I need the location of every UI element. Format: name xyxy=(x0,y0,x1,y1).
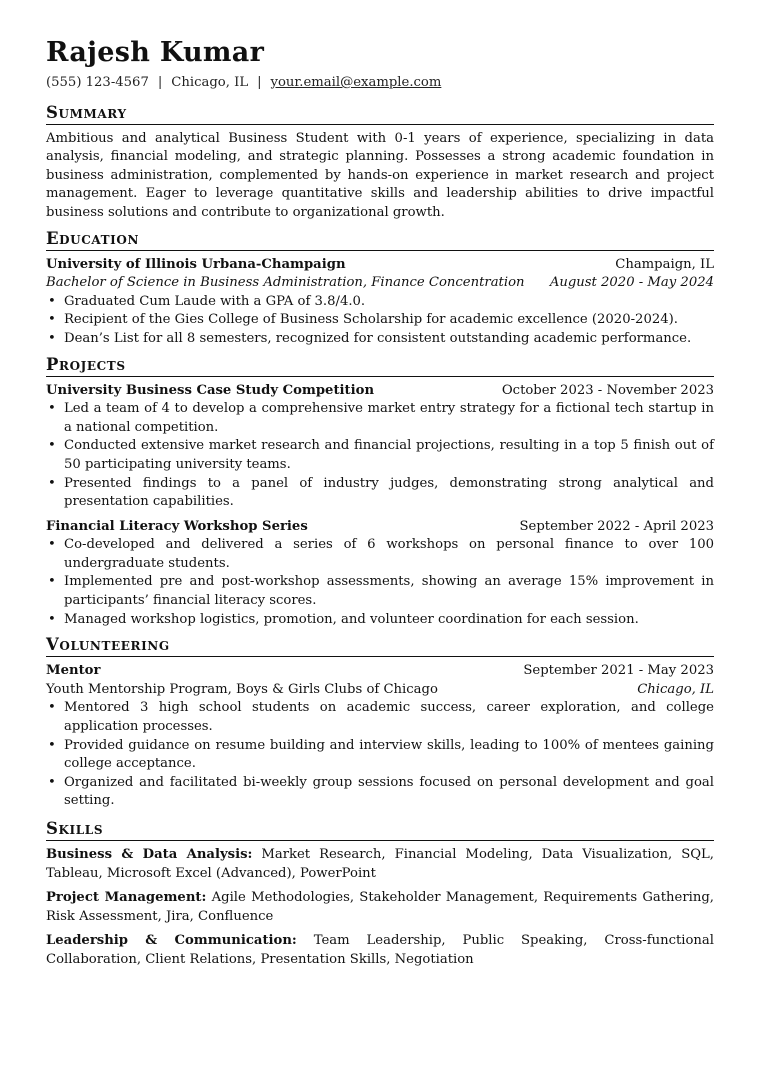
volunteer-bullets xyxy=(46,699,714,811)
summary-text: Ambitious and analytical Business Student with 0-1 years of experience, specializing in data analysis, financial modeling, and strategic planning. Possesses a strong academic foundation in business administration, complemented by hands-on experience in market research and project management. Eager to leverage quantitative skills and leadership abilities to drive impactful business solutions and contribute to organizational growth. xyxy=(46,130,714,220)
skills-section xyxy=(46,819,714,970)
volunteer-location: Chicago, IL xyxy=(637,681,714,697)
skill-value: Market Research, Financial Modeling, Data Visualization, SQL, Tableau, Microsoft Excel (Advanced), PowerPoint xyxy=(46,847,714,881)
list-item: • Provided guidance on resume building and interview skills, leading to 100% of mentees gaining college acceptance. xyxy=(64,737,714,774)
summary-section xyxy=(46,103,714,223)
section-title: Projects xyxy=(46,355,714,377)
project-bullets xyxy=(46,400,714,512)
section-title: Volunteering xyxy=(46,635,714,657)
project-header xyxy=(46,518,714,537)
list-item: • Managed workshop logistics, promotion, and volunteer coordination for each session. xyxy=(64,611,714,630)
separator: | xyxy=(157,75,163,90)
volunteer-dates: September 2021 - May 2023 xyxy=(523,663,714,679)
project-entry xyxy=(46,518,714,630)
section-title: Skills xyxy=(46,819,714,841)
location: Chicago, IL xyxy=(171,75,249,90)
separator: | xyxy=(257,75,262,90)
project-dates: October 2023 - November 2023 xyxy=(501,382,714,398)
degree: Bachelor of Science in Business Administration, Finance Concentration xyxy=(46,275,525,291)
skill-label: Business & Data Analysis: xyxy=(46,847,253,862)
section-title: Summary xyxy=(46,103,714,125)
skill-line xyxy=(46,846,714,883)
education-header xyxy=(46,256,714,275)
project-entry xyxy=(46,382,714,512)
volunteer-role: Mentor xyxy=(46,663,101,679)
contact-line xyxy=(46,74,714,93)
list-item: • Led a team of 4 to develop a comprehensive market entry strategy for a fictional tech startup in a national competition. xyxy=(64,400,714,437)
email-link[interactable]: your.email@example.com xyxy=(270,75,442,90)
volunteer-org-row xyxy=(46,681,714,700)
volunteering-section xyxy=(46,635,714,811)
school-location: Champaign, IL xyxy=(615,256,714,272)
education-bullets xyxy=(46,293,714,349)
project-name: University Business Case Study Competition xyxy=(46,382,375,398)
skill-value: Agile Methodologies, Stakeholder Management, Requirements Gathering, Risk Assessment, Jira, Confluence xyxy=(46,890,715,924)
list-item: • Organized and facilitated bi-weekly group sessions focused on personal development and goal setting. xyxy=(64,774,714,811)
list-item: • Dean’s List for all 8 semesters, recognized for consistent outstanding academic performance. xyxy=(64,330,714,349)
degree-row xyxy=(46,274,714,293)
list-item: • Recipient of the Gies College of Business Scholarship for academic excellence (2020-2024). xyxy=(64,311,714,330)
list-item: • Presented findings to a panel of industry judges, demonstrating strong analytical and presentation capabilities. xyxy=(64,475,714,512)
list-item: • Conducted extensive market research and financial projections, resulting in a top 5 finish out of 50 participating university teams. xyxy=(64,437,714,474)
skill-label: Leadership & Communication: xyxy=(46,933,297,949)
skill-line xyxy=(46,889,714,926)
skill-value: Team Leadership, Public Speaking, Cross-functional Collaboration, Client Relations, Presentation Skills, Negotiation xyxy=(46,933,714,967)
project-name: Financial Literacy Workshop Series xyxy=(46,518,308,534)
projects-section xyxy=(46,355,714,630)
list-item: • Graduated Cum Laude with a GPA of 3.8/4.0. xyxy=(64,293,714,312)
list-item: • Co-developed and delivered a series of 6 workshops on personal finance to over 100 undergraduate students. xyxy=(64,536,714,573)
project-dates: September 2022 - April 2023 xyxy=(519,518,714,534)
project-bullets xyxy=(46,536,714,629)
volunteer-org: Youth Mentorship Program, Boys & Girls Clubs of Chicago xyxy=(46,681,438,697)
skill-label: Project Management: xyxy=(46,890,207,906)
list-item: • Implemented pre and post-workshop assessments, showing an average 15% improvement in participants’ financial literacy scores. xyxy=(64,573,714,610)
phone: (555) 123-4567 xyxy=(46,75,149,90)
list-item: • Mentored 3 high school students on academic success, career exploration, and college application processes. xyxy=(64,699,714,736)
education-dates: August 2020 - May 2024 xyxy=(549,275,714,291)
skill-line xyxy=(46,932,714,969)
candidate-name: Rajesh Kumar xyxy=(46,37,265,68)
project-header xyxy=(46,382,714,401)
volunteer-header xyxy=(46,662,714,681)
education-section xyxy=(46,229,714,349)
school-name: University of Illinois Urbana-Champaign xyxy=(46,256,346,272)
section-title: Education xyxy=(46,229,714,251)
